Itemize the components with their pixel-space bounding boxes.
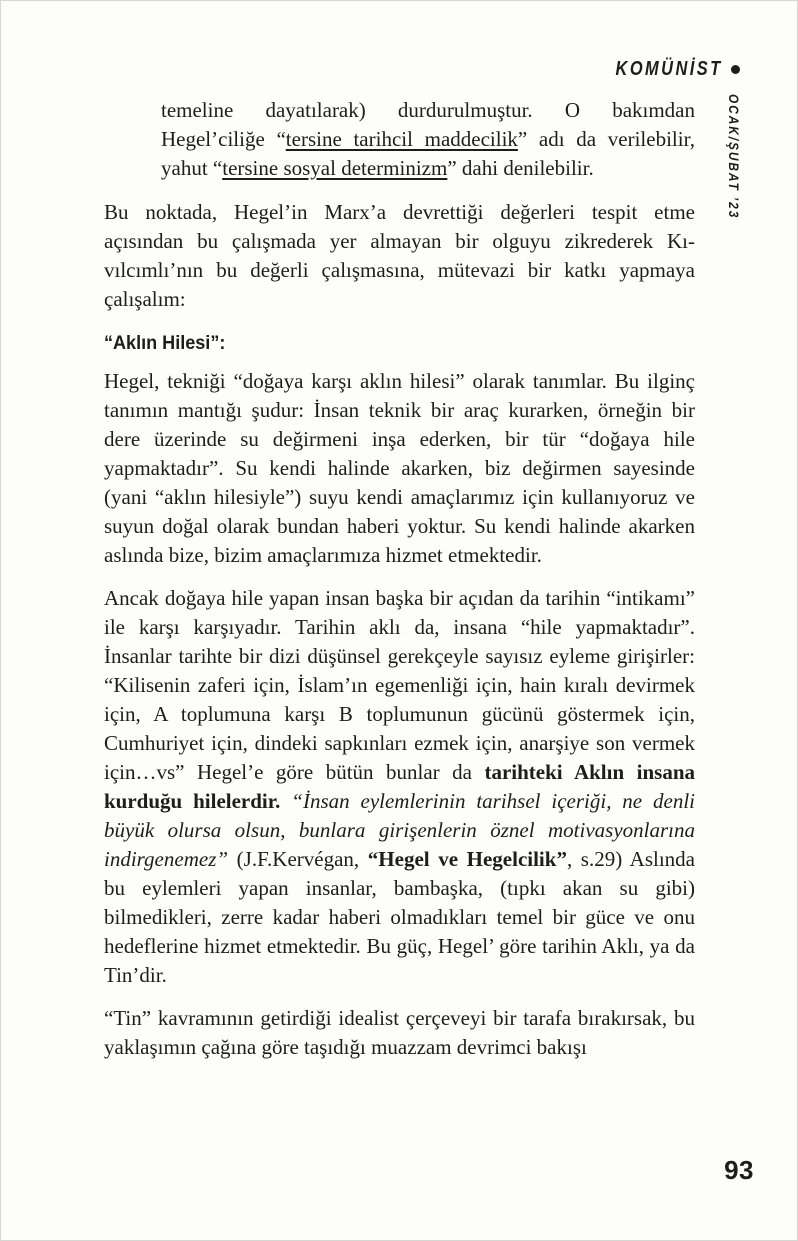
body-paragraph — [104, 198, 695, 314]
body-paragraph — [104, 584, 695, 990]
text-run-bold: “Hegel ve Hegelcilik” — [367, 847, 567, 871]
section-heading — [104, 331, 665, 357]
text-run-normal: Bu noktada, Hegel’in Marx’a devrettiği değerleri tespit etme açısından bu çalışmada yer almayan bir olguyu zikrederek Kıvılcımlı’nın bu değerli çalışmasına, mütevazi bir katkı yapmaya çalışalım: — [104, 200, 695, 311]
text-run-normal: ” dahi denilebilir. — [447, 156, 594, 180]
bullet-icon — [731, 65, 740, 74]
block-quote — [161, 96, 695, 183]
page-number: 93 — [724, 1155, 754, 1185]
text-run-bold: tarihteki Aklın insana kurduğu hilelerdir. — [104, 760, 695, 813]
text-run-normal: “Aklın Hilesi”: — [104, 333, 226, 354]
text-run-normal: temeline dayatılarak) durdurulmuştur. O bakımdan Hegel’ciliğe “ — [161, 98, 695, 151]
page-header — [592, 58, 740, 81]
magazine-title: KOMÜNİST — [615, 58, 723, 80]
text-run-underline: tersine tarihcil maddecilik — [285, 127, 518, 151]
text-run-normal: , s.29) Aslında bu eylemleri yapan insanlar, bambaşka, (tıpkı akan su gibi) bilmedikleri, zerre kadar haberi olmadıkları temel bir güce ve onu hedeflerine hizmet etmektedir. Bu güç, Hegel’ göre tarihin Aklı, ya da Tin’dir. — [104, 847, 695, 987]
text-run-normal: Ancak doğaya hile yapan insan başka bir açıdan da tarihin “intikamı” ile karşı karşıyadır. Tarihin aklı da, insana “hile yapmaktadır”. İnsanlar tarihte bir dizi düşünsel gerekçeyle sayısız eyleme girişirler: “Kilisenin zaferi için, İslam’ın egemenliği için, hain kıralı devirmek için, A toplumuna karşı B toplumunun gücünü göstermek için, Cumhuriyet için, dindeki sapkınları ezmek için, anarşiye son vermek için…vs” Hegel’e göre bütün bunlar da — [104, 586, 695, 784]
text-run-italic: “İnsan eylemlerinin tarihsel içeriği, ne denli büyük olursa olsun, bunlara girişenlerin öznel motivasyonlarına indirgenemez” — [104, 789, 695, 871]
text-run-normal: ” adı da verilebilir, yahut “ — [161, 127, 695, 180]
issue-date-vertical: OCAK/ŞUBAT ’23 — [726, 94, 741, 220]
text-run-normal: (J.F.Kervégan, — [228, 847, 368, 871]
article-body — [104, 96, 695, 1076]
text-run-normal: “Tin” kavramının getirdiği idealist çerçeveyi bir tarafa bırakırsak, bu yaklaşımın çağına göre taşıdığı muazzam devrimci bakışı — [104, 1006, 695, 1059]
body-paragraph — [104, 367, 695, 570]
text-run-normal — [280, 789, 291, 813]
text-run-underline: tersine sosyal determinizm — [222, 156, 448, 180]
body-paragraph — [104, 1004, 695, 1062]
text-run-normal: Hegel, tekniği “doğaya karşı aklın hilesi” olarak tanımlar. Bu ilginç tanımın mantığı şudur: İnsan teknik bir araç kurarken, örneğin bir dere üzerinde su değirmeni inşa ederken, bir tür “doğaya hile yapmaktadır”. Su kendi halinde akarken, biz değirmen sayesinde (yani “aklın hilesiyle”) suyu kendi amaçlarımız için kullanıyoruz ve suyun doğal olarak bundan haberi yoktur. Su kendi halinde akarken aslında bize, bizim amaçlarımıza hizmet etmektedir. — [104, 369, 695, 567]
